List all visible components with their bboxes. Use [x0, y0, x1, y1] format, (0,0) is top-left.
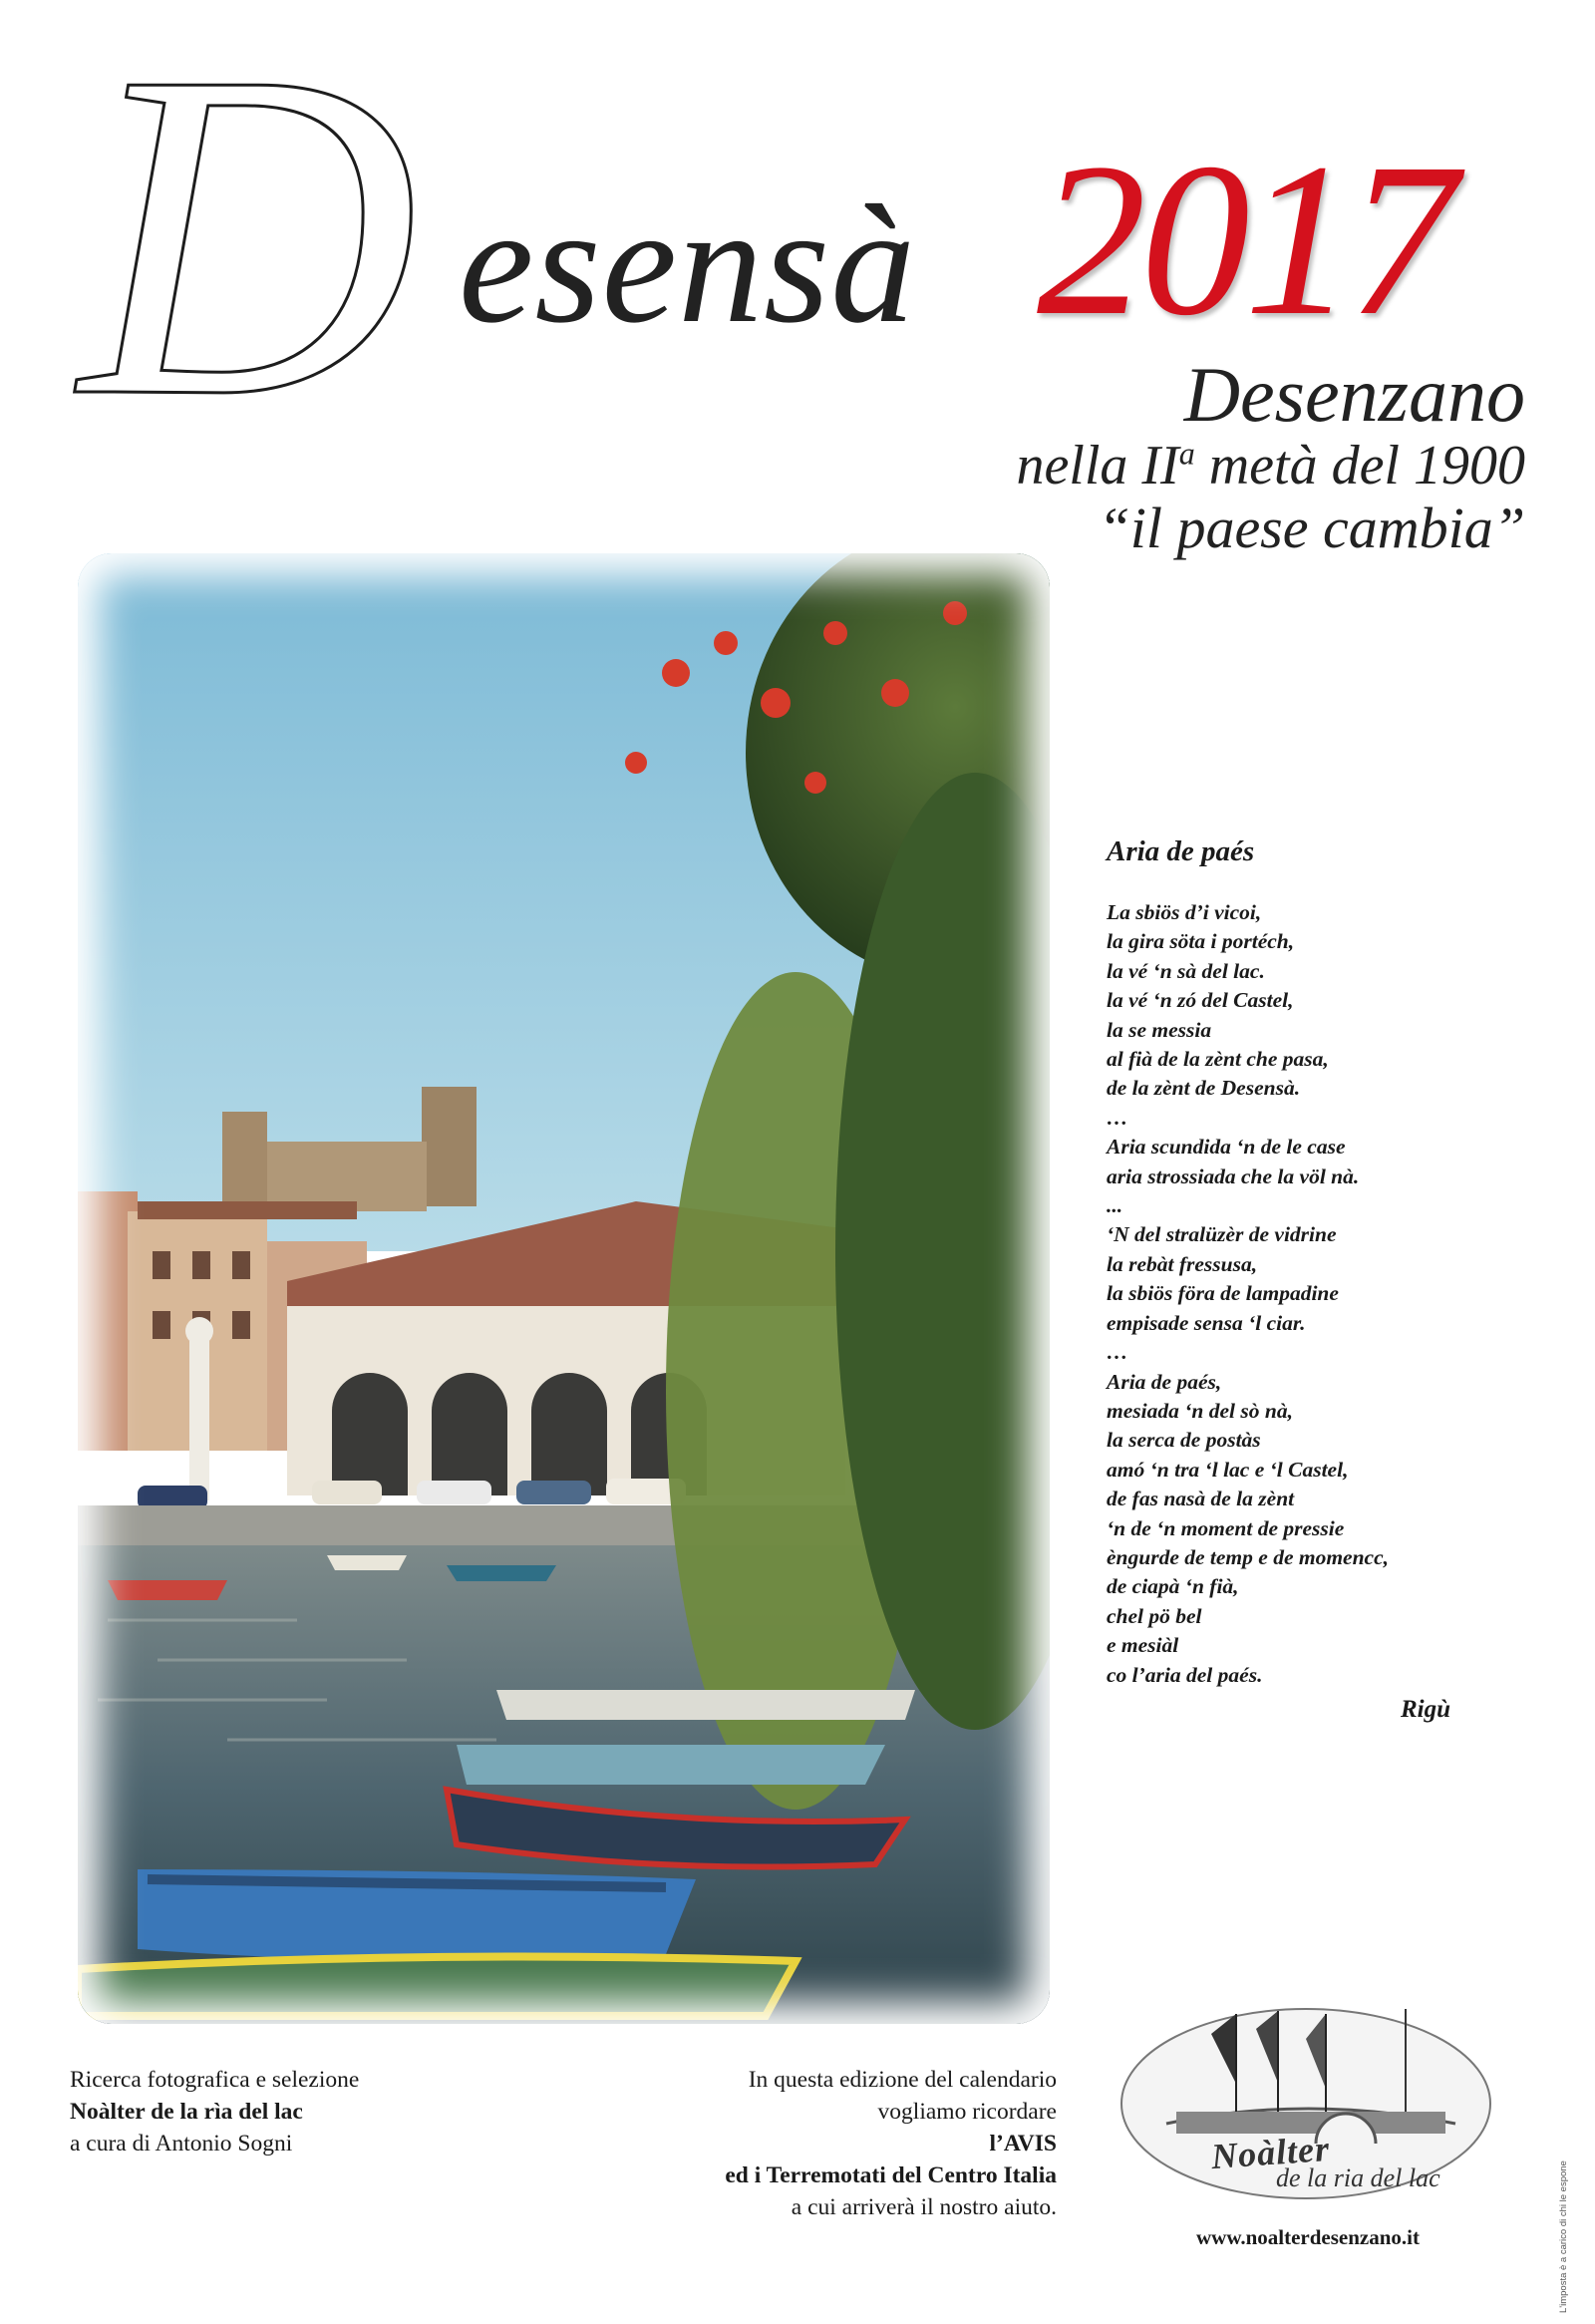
period-line: [827, 436, 1525, 498]
poem-line: Aria de paés,: [1107, 1369, 1222, 1394]
period-superscript: a: [1178, 435, 1195, 472]
title-year: 2017: [1037, 118, 1451, 361]
poem-line: ‘n de ‘n moment de pressie: [1107, 1515, 1345, 1540]
poem-line: la vé ‘n zó del Castel,: [1107, 988, 1294, 1013]
poem: [1107, 835, 1525, 1724]
poem-author: Rigù: [1400, 1695, 1450, 1723]
poem-title: Aria de paés: [1107, 835, 1255, 867]
poem-line: la gira söta i portéch,: [1107, 929, 1295, 954]
poem-line: la sbiös föra de lampadine: [1107, 1281, 1339, 1306]
poem-line: chel pö bel: [1107, 1603, 1202, 1628]
poem-line: e mesiàl: [1107, 1633, 1179, 1658]
poem-line: empisade sensa ‘l ciar.: [1107, 1310, 1306, 1335]
poem-line: ‘N del stralüzèr de vidrine: [1107, 1222, 1337, 1247]
poem-line: mesiada ‘n del sò nà,: [1107, 1398, 1293, 1423]
tax-note: L'imposta è a carico di chi le espone: [1558, 2160, 1569, 2313]
poem-line: la vé ‘n sà del lac.: [1107, 958, 1265, 983]
poem-line: …: [1107, 1340, 1128, 1365]
poem-line: co l’aria del paés.: [1107, 1662, 1263, 1687]
poem-line: èngurde de temp e de momencc,: [1107, 1544, 1390, 1569]
poem-line: de la zènt de Desensà.: [1107, 1076, 1301, 1101]
poem-lines: [1107, 898, 1525, 1690]
credits-curator: a cura di Antonio Sogni: [70, 2131, 293, 2157]
poem-line: …: [1107, 1105, 1128, 1130]
credits-group: Noàlter de la rìa del lac: [70, 2099, 303, 2125]
logo-caption: Noàlter: [1209, 2128, 1332, 2177]
poem-line: la rebàt fressusa,: [1107, 1251, 1258, 1276]
poem-line: al fià de la zènt che pasa,: [1107, 1047, 1329, 1072]
poem-line: de ciapà ‘n fià,: [1107, 1574, 1239, 1599]
title-initial: D: [80, 0, 409, 494]
dedication-terremotati: ed i Terremotati del Centro Italia: [725, 2162, 1057, 2188]
dedication: [558, 2064, 1057, 2223]
poem-line: Aria scundida ‘n de le case: [1107, 1135, 1346, 1160]
credits: [70, 2064, 528, 2159]
poem-line: de fas nasà de la zènt: [1107, 1487, 1295, 1511]
poem-line: amó ‘n tra ‘l lac e ‘l Castel,: [1107, 1457, 1349, 1482]
title-text: esensà: [459, 170, 917, 358]
period-suffix: metà del 1900: [1194, 434, 1525, 497]
town-name: Desenzano: [1183, 351, 1525, 438]
dedication-line: a cui arriverà il nostro aiuto.: [791, 2194, 1057, 2220]
poem-line: la se messia: [1107, 1017, 1212, 1042]
dedication-avis: l’AVIS: [989, 2131, 1057, 2157]
motto: “il paese cambia”: [1098, 496, 1525, 561]
poem-line: la serca de postàs: [1107, 1428, 1261, 1453]
website-url: www.noalterdesenzano.it: [1196, 2225, 1420, 2249]
dedication-line: In questa edizione del calendario: [748, 2067, 1057, 2093]
period-prefix: nella II: [1016, 434, 1179, 497]
poem-line: ...: [1107, 1193, 1123, 1218]
dedication-line: vogliamo ricordare: [877, 2099, 1057, 2125]
logo-subcaption: de la ria del lac: [1276, 2163, 1440, 2192]
poem-line: aria strossiada che la völ nà.: [1107, 1163, 1360, 1188]
credits-line: Ricerca fotografica e selezione: [70, 2067, 360, 2093]
subtitle-block: [827, 351, 1525, 561]
harbor-photo: [78, 553, 1050, 2024]
poem-line: La sbiös d’i vicoi,: [1107, 900, 1262, 924]
